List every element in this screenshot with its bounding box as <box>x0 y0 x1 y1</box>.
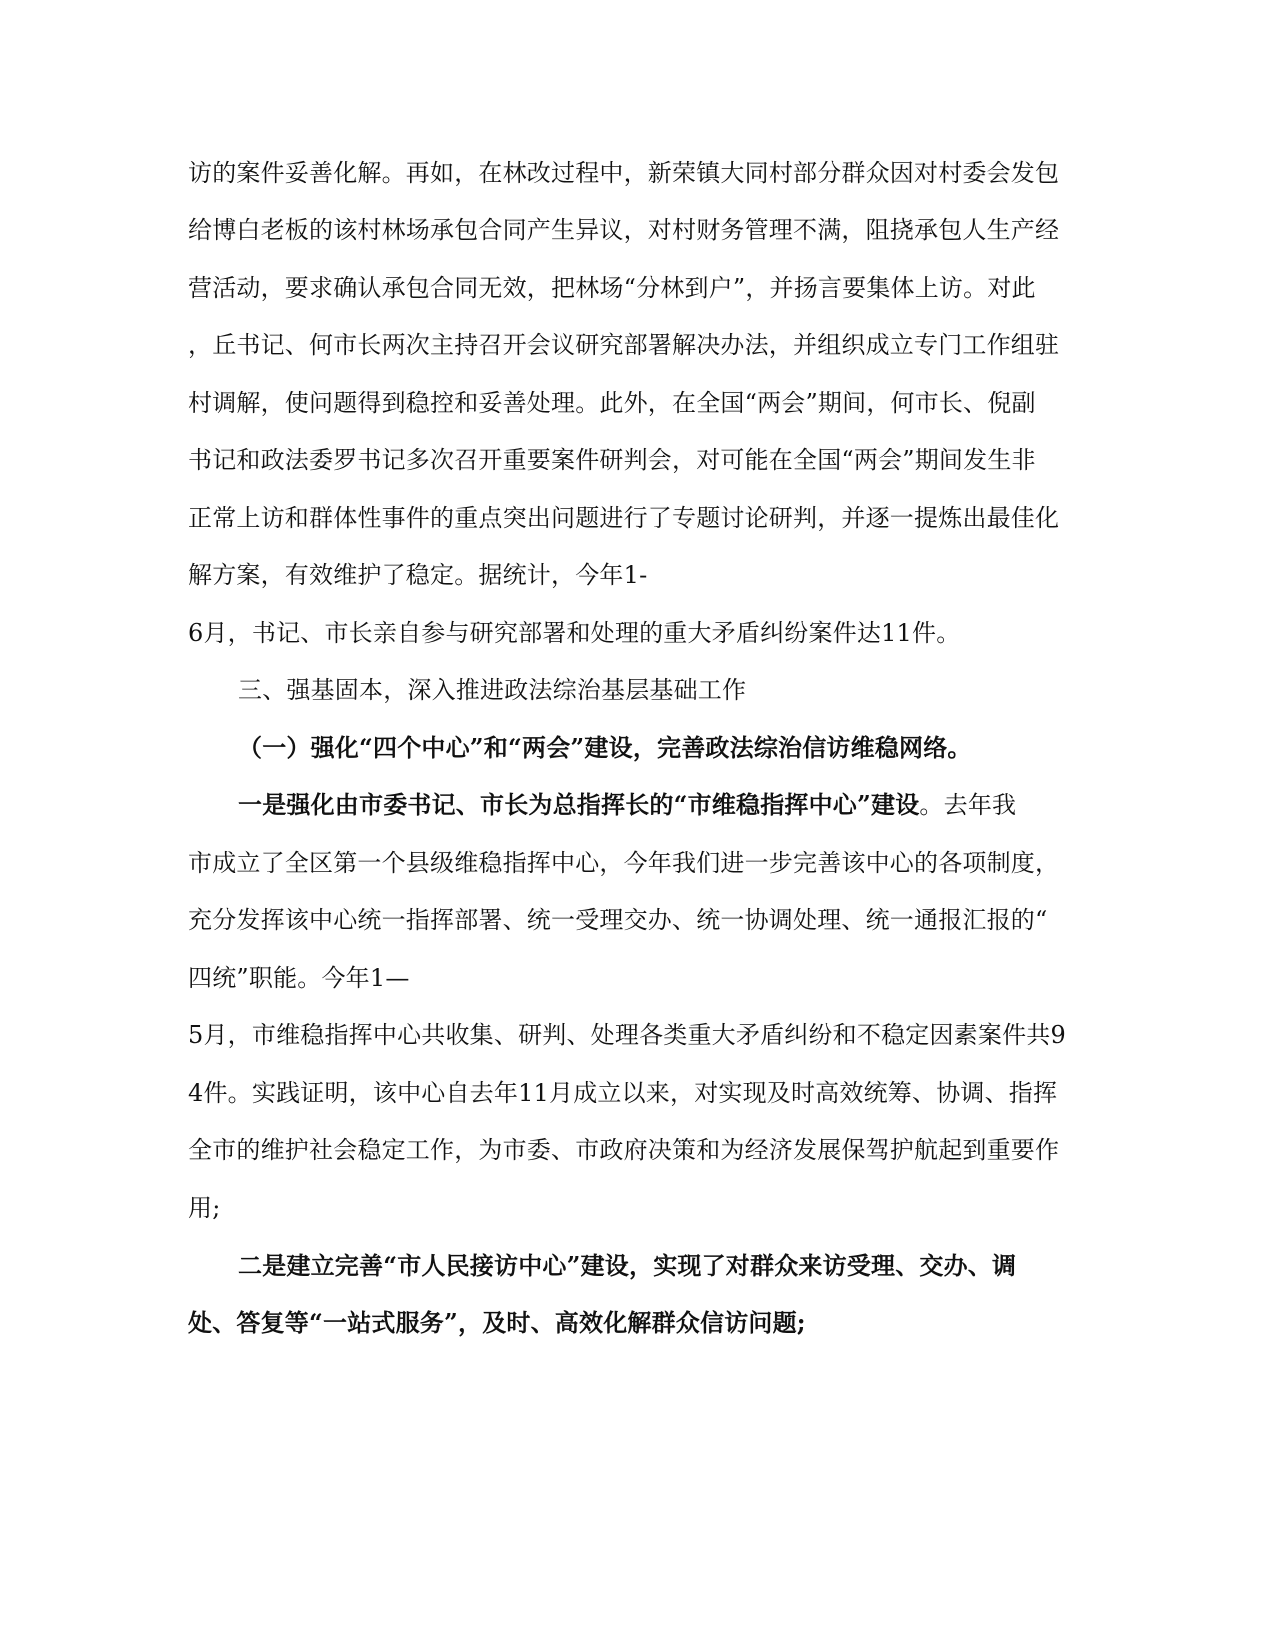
text-line-15: 充分发挥该中心统一指挥部署、统一受理交办、统一协调处理、统一通报汇报的“ <box>188 906 1048 934</box>
section-heading: 三、强基固本，深入推进政法综治基层基础工作 <box>238 676 747 704</box>
text-line-18: 4件。实践证明，该中心自去年11月成立以来，对实现及时高效统筹、协调、指挥 <box>188 1079 1058 1107</box>
text-line-5: 村调解，使问题得到稳控和妥善处理。此外，在全国“两会”期间，何市长、倪副 <box>188 389 1036 417</box>
text-line-9: 6月，书记、市长亲自参与研究部署和处理的重大矛盾纠纷案件达11件。 <box>188 619 961 647</box>
text-line-4: ，丘书记、何市长两次主持召开会议研究部署解决办法，并组织成立专门工作组驻 <box>188 331 1060 359</box>
subsection-heading: （一）强化“四个中心”和“两会”建设，完善政法综治信访维稳网络。 <box>238 733 972 762</box>
text-line-1: 访的案件妥善化解。再如，在林改过程中，新荣镇大同村部分群众因对村委会发包 <box>188 159 1060 187</box>
text-line-17: 5月，市维稳指挥中心共收集、研判、处理各类重大矛盾纠纷和不稳定因素案件共9 <box>188 1021 1066 1049</box>
point-two-line-2: 处、答复等“一站式服务”，及时、高效化解群众信访问题; <box>188 1308 806 1337</box>
text-line-3: 营活动，要求确认承包合同无效，把林场“分林到户”，并扬言要集体上访。对此 <box>188 274 1036 302</box>
text-line-2: 给博白老板的该村林场承包合同产生异议，对村财务管理不满，阻挠承包人生产经 <box>188 216 1060 244</box>
paragraph-first-line <box>238 788 1138 822</box>
text-line-6: 书记和政法委罗书记多次召开重要案件研判会，对可能在全国“两会”期间发生非 <box>188 446 1036 474</box>
text-line-20: 用; <box>188 1194 221 1222</box>
text-line-8: 解方案，有效维护了稳定。据统计，今年1- <box>188 561 648 589</box>
point-two-line-1: 二是建立完善“市人民接访中心”建设，实现了对群众来访受理、交办、调 <box>238 1251 1017 1280</box>
text-line-16: 四统”职能。今年1— <box>188 964 410 992</box>
point-one-text: 。去年我 <box>919 791 1017 819</box>
point-one-lead: 一是强化由市委书记、市长为总指挥长的“市维稳指挥中心”建设 <box>238 790 920 819</box>
text-line-14: 市成立了全区第一个县级维稳指挥中心，今年我们进一步完善该中心的各项制度， <box>188 849 1060 877</box>
text-line-19: 全市的维护社会稳定工作，为市委、市政府决策和为经济发展保驾护航起到重要作 <box>188 1136 1060 1164</box>
text-line-7: 正常上访和群体性事件的重点突出问题进行了专题讨论研判，并逐一提炼出最佳化 <box>188 504 1060 532</box>
